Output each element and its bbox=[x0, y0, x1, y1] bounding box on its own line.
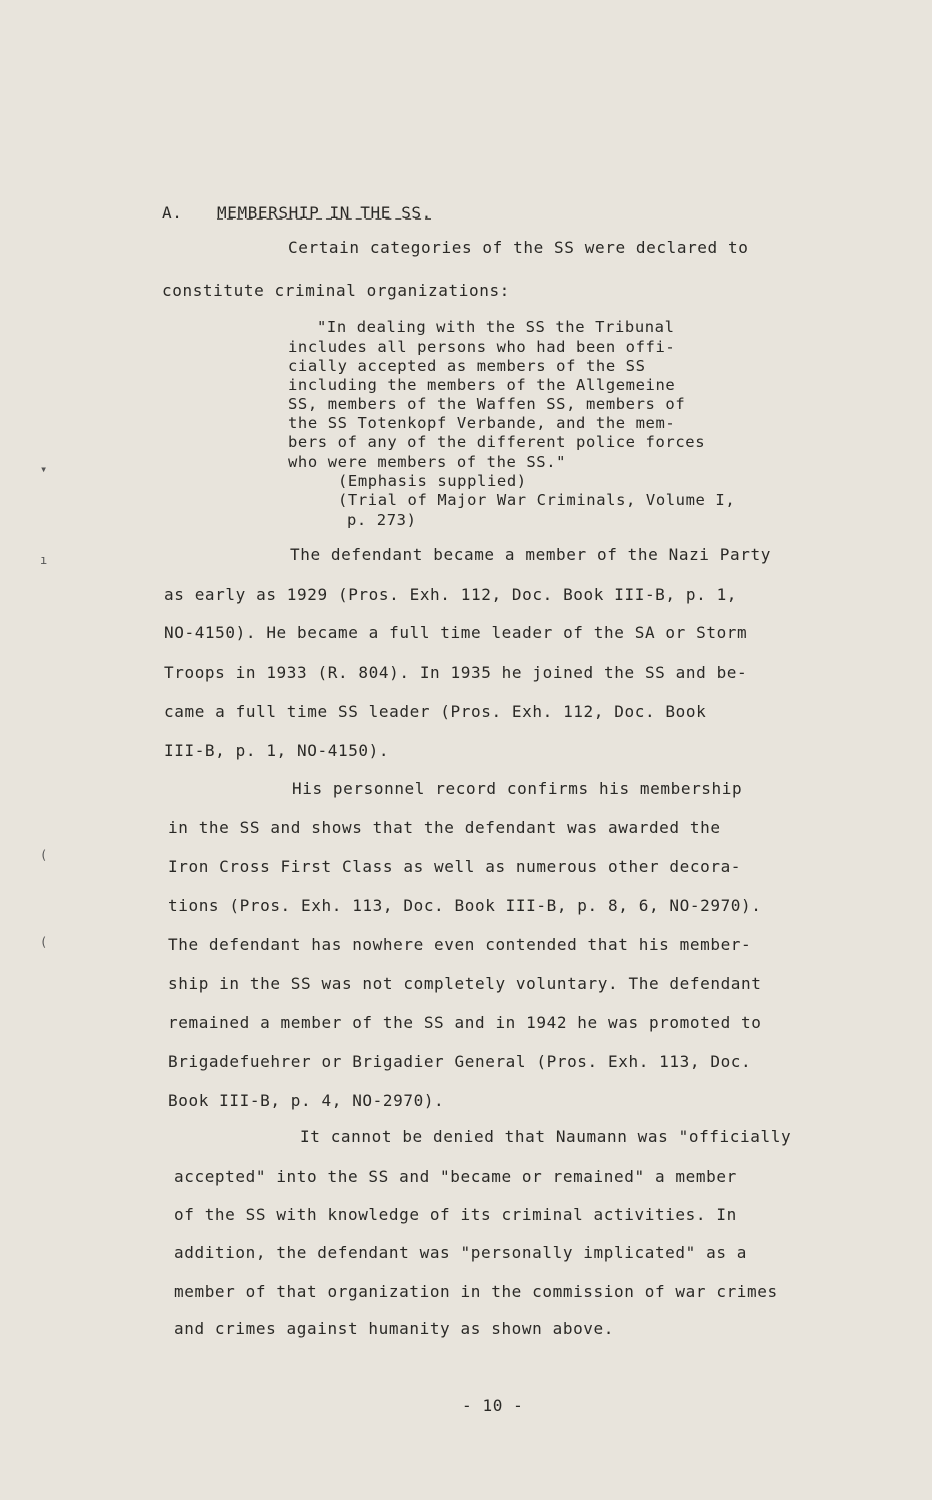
citation-line: p. 273) bbox=[347, 511, 417, 529]
text-line: His personnel record confirms his membership bbox=[292, 779, 743, 798]
margin-mark: ▾ bbox=[40, 462, 48, 476]
quote-line: bers of any of the different police forces bbox=[288, 433, 706, 451]
text-line: Troops in 1933 (R. 804). In 1935 he joined the SS and be- bbox=[164, 663, 748, 682]
text-line: came a full time SS leader (Pros. Exh. 112, Doc. Book bbox=[164, 702, 707, 721]
quote-line: the SS Totenkopf Verbande, and the mem- bbox=[288, 414, 676, 432]
section-title: MEMBERSHIP IN THE SS. bbox=[217, 203, 432, 222]
text-line: Book III-B, p. 4, NO-2970). bbox=[168, 1091, 445, 1110]
text-line: NO-4150). He became a full time leader of the SA or Storm bbox=[164, 623, 748, 642]
text-line: as early as 1929 (Pros. Exh. 112, Doc. Book III-B, p. 1, bbox=[164, 585, 738, 604]
margin-mark: ( bbox=[40, 935, 48, 949]
citation-line: (Trial of Major War Criminals, Volume I, bbox=[338, 491, 736, 509]
text-line: ship in the SS was not completely voluntary. The defendant bbox=[168, 974, 762, 993]
quote-line: cially accepted as members of the SS bbox=[288, 357, 646, 375]
text-line: III-B, p. 1, NO-4150). bbox=[164, 741, 390, 760]
intro-line: constitute criminal organizations: bbox=[162, 281, 510, 300]
quote-line: "In dealing with the SS the Tribunal bbox=[317, 318, 675, 336]
quote-line: including the members of the Allgemeine bbox=[288, 376, 676, 394]
page-number: - 10 - bbox=[462, 1396, 524, 1415]
text-line: addition, the defendant was "personally implicated" as a bbox=[174, 1243, 748, 1262]
text-line: tions (Pros. Exh. 113, Doc. Book III-B, p. 8, 6, NO-2970). bbox=[168, 896, 762, 915]
text-line: Brigadefuehrer or Brigadier General (Pros. Exh. 113, Doc. bbox=[168, 1052, 752, 1071]
text-line: The defendant became a member of the Nazi Party bbox=[290, 545, 771, 564]
margin-mark: ı bbox=[40, 553, 48, 567]
text-line: in the SS and shows that the defendant was awarded the bbox=[168, 818, 721, 837]
text-line: remained a member of the SS and in 1942 he was promoted to bbox=[168, 1013, 762, 1032]
text-line: It cannot be denied that Naumann was "officially bbox=[300, 1127, 792, 1146]
text-line: accepted" into the SS and "became or remained" a member bbox=[174, 1167, 737, 1186]
margin-mark: ( bbox=[40, 848, 48, 862]
section-letter: A. bbox=[162, 203, 183, 222]
text-line: The defendant has nowhere even contended that his member- bbox=[168, 935, 752, 954]
text-line: of the SS with knowledge of its criminal activities. In bbox=[174, 1205, 737, 1224]
text-line: member of that organization in the commission of war crimes bbox=[174, 1282, 778, 1301]
text-line: Iron Cross First Class as well as numerous other decora- bbox=[168, 857, 742, 876]
quote-line: who were members of the SS." bbox=[288, 453, 567, 471]
quote-line: includes all persons who had been offi- bbox=[288, 338, 676, 356]
quote-line: SS, members of the Waffen SS, members of bbox=[288, 395, 686, 413]
intro-line: Certain categories of the SS were declared to bbox=[288, 238, 749, 257]
citation-line: (Emphasis supplied) bbox=[338, 472, 527, 490]
text-line: and crimes against humanity as shown above. bbox=[174, 1319, 615, 1338]
